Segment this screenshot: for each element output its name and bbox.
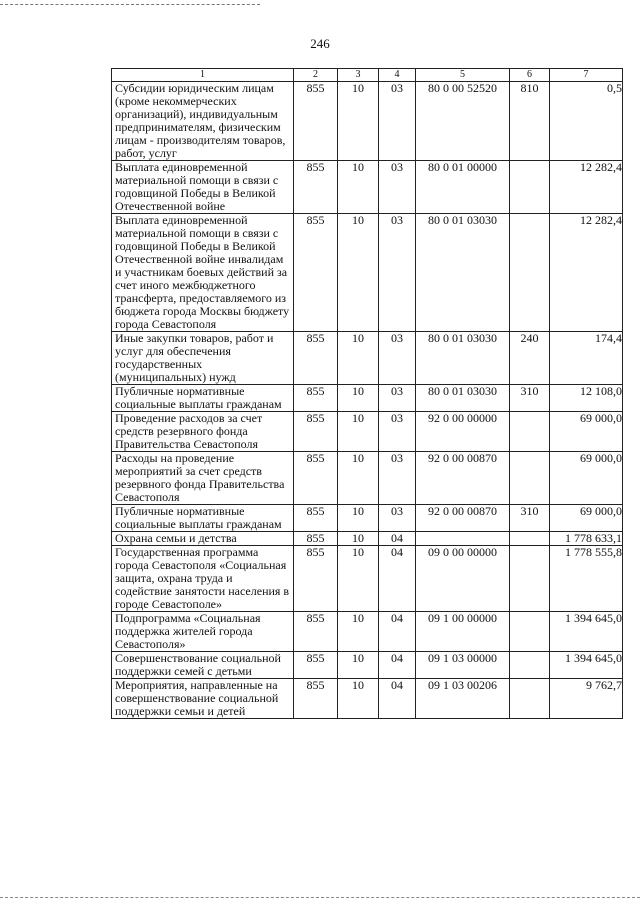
cell-ved: 855 — [294, 532, 338, 546]
cell-amount: 0,5 — [550, 82, 623, 161]
cell-amount: 12 282,4 — [550, 214, 623, 332]
cell-csr: 80 0 01 03030 — [416, 332, 510, 385]
cell-rz: 10 — [338, 452, 379, 505]
cell-vr — [510, 532, 550, 546]
cell-rz: 10 — [338, 652, 379, 679]
cell-ved: 855 — [294, 214, 338, 332]
table-body — [112, 82, 623, 719]
header-cell-6: 6 — [510, 69, 550, 82]
header-cell-4: 4 — [379, 69, 416, 82]
scan-edge-bottom — [0, 897, 640, 898]
cell-ved: 855 — [294, 652, 338, 679]
header-cell-3: 3 — [338, 69, 379, 82]
cell-rz: 10 — [338, 412, 379, 452]
cell-rz: 10 — [338, 679, 379, 719]
cell-rz: 10 — [338, 332, 379, 385]
table-row — [112, 452, 623, 505]
cell-ved: 855 — [294, 679, 338, 719]
header-cell-7: 7 — [550, 69, 623, 82]
cell-pr: 04 — [379, 679, 416, 719]
cell-csr: 80 0 00 52520 — [416, 82, 510, 161]
cell-name: Субсидии юридическим лицам (кроме некоммерческих организаций), индивидуальным предпринимателям, физическим лицам - производителям товаров, работ, услуг — [112, 82, 294, 161]
cell-amount: 1 394 645,0 — [550, 612, 623, 652]
cell-ved: 855 — [294, 612, 338, 652]
cell-pr: 03 — [379, 452, 416, 505]
cell-rz: 10 — [338, 532, 379, 546]
cell-amount: 69 000,0 — [550, 452, 623, 505]
page-number: 246 — [310, 36, 330, 51]
cell-csr: 09 1 03 00206 — [416, 679, 510, 719]
cell-csr: 09 0 00 00000 — [416, 546, 510, 612]
cell-name: Расходы на проведение мероприятий за счет средств резервного фонда Правительства Севастополя — [112, 452, 294, 505]
table-row — [112, 505, 623, 532]
cell-rz: 10 — [338, 612, 379, 652]
cell-name: Публичные нормативные социальные выплаты гражданам — [112, 385, 294, 412]
cell-vr: 240 — [510, 332, 550, 385]
table-row — [112, 532, 623, 546]
cell-amount: 12 282,4 — [550, 161, 623, 214]
cell-csr: 92 0 00 00870 — [416, 505, 510, 532]
cell-ved: 855 — [294, 505, 338, 532]
table-row — [112, 679, 623, 719]
cell-name: Государственная программа города Севастополя «Социальная защита, охрана труда и содействие занятости населения в городе Севастополе» — [112, 546, 294, 612]
table-row — [112, 612, 623, 652]
cell-csr: 80 0 01 00000 — [416, 161, 510, 214]
cell-csr: 09 1 03 00000 — [416, 652, 510, 679]
cell-ved: 855 — [294, 161, 338, 214]
cell-rz: 10 — [338, 82, 379, 161]
cell-amount: 1 778 555,8 — [550, 546, 623, 612]
cell-ved: 855 — [294, 82, 338, 161]
cell-name: Совершенствование социальной поддержки семей с детьми — [112, 652, 294, 679]
cell-name: Проведение расходов за счет средств резервного фонда Правительства Севастополя — [112, 412, 294, 452]
table-row — [112, 412, 623, 452]
cell-pr: 03 — [379, 161, 416, 214]
cell-csr: 80 0 01 03030 — [416, 385, 510, 412]
cell-pr: 03 — [379, 82, 416, 161]
cell-ved: 855 — [294, 452, 338, 505]
cell-vr — [510, 412, 550, 452]
cell-amount: 69 000,0 — [550, 505, 623, 532]
cell-vr: 810 — [510, 82, 550, 161]
table-header — [112, 69, 623, 82]
cell-csr: 92 0 00 00870 — [416, 452, 510, 505]
table-row — [112, 332, 623, 385]
cell-pr: 04 — [379, 612, 416, 652]
cell-name: Иные закупки товаров, работ и услуг для обеспечения государственных (муниципальных) нужд — [112, 332, 294, 385]
header-row — [112, 69, 623, 82]
cell-vr — [510, 546, 550, 612]
cell-pr: 04 — [379, 652, 416, 679]
cell-vr — [510, 652, 550, 679]
cell-csr: 80 0 01 03030 — [416, 214, 510, 332]
cell-pr: 03 — [379, 505, 416, 532]
cell-vr — [510, 214, 550, 332]
header-cell-5: 5 — [416, 69, 510, 82]
scan-edge-top — [0, 4, 260, 5]
cell-amount: 9 762,7 — [550, 679, 623, 719]
header-cell-2: 2 — [294, 69, 338, 82]
cell-ved: 855 — [294, 332, 338, 385]
table-row — [112, 214, 623, 332]
cell-ved: 855 — [294, 412, 338, 452]
table-row — [112, 161, 623, 214]
cell-pr: 03 — [379, 214, 416, 332]
cell-name: Охрана семьи и детства — [112, 532, 294, 546]
cell-amount: 12 108,0 — [550, 385, 623, 412]
cell-csr: 09 1 00 00000 — [416, 612, 510, 652]
cell-name: Выплата единовременной материальной помощи в связи с годовщиной Победы в Великой Отечественной войне инвалидам и участникам боевых действий за счет иного межбюджетного трансферта, предоставляемого из бюджета города Москвы бюджету города Севастополя — [112, 214, 294, 332]
table-row — [112, 82, 623, 161]
cell-pr: 04 — [379, 532, 416, 546]
cell-ved: 855 — [294, 546, 338, 612]
cell-ved: 855 — [294, 385, 338, 412]
cell-pr: 03 — [379, 412, 416, 452]
table-row — [112, 546, 623, 612]
cell-rz: 10 — [338, 214, 379, 332]
cell-rz: 10 — [338, 161, 379, 214]
cell-name: Выплата единовременной материальной помощи в связи с годовщиной Победы в Великой Отечественной войне — [112, 161, 294, 214]
cell-csr: 92 0 00 00000 — [416, 412, 510, 452]
cell-amount: 1 394 645,0 — [550, 652, 623, 679]
cell-vr — [510, 161, 550, 214]
cell-name: Мероприятия, направленные на совершенствование социальной поддержки семьи и детей — [112, 679, 294, 719]
cell-name: Публичные нормативные социальные выплаты гражданам — [112, 505, 294, 532]
cell-vr: 310 — [510, 505, 550, 532]
cell-rz: 10 — [338, 385, 379, 412]
cell-rz: 10 — [338, 546, 379, 612]
cell-rz: 10 — [338, 505, 379, 532]
cell-amount: 1 778 633,1 — [550, 532, 623, 546]
cell-vr — [510, 612, 550, 652]
cell-pr: 03 — [379, 332, 416, 385]
header-cell-1: 1 — [112, 69, 294, 82]
budget-table — [111, 68, 623, 719]
cell-name: Подпрограмма «Социальная поддержка жителей города Севастополя» — [112, 612, 294, 652]
cell-pr: 04 — [379, 546, 416, 612]
table-row — [112, 652, 623, 679]
cell-amount: 69 000,0 — [550, 412, 623, 452]
cell-vr: 310 — [510, 385, 550, 412]
cell-amount: 174,4 — [550, 332, 623, 385]
cell-vr — [510, 679, 550, 719]
cell-vr — [510, 452, 550, 505]
table-row — [112, 385, 623, 412]
cell-pr: 03 — [379, 385, 416, 412]
cell-csr — [416, 532, 510, 546]
